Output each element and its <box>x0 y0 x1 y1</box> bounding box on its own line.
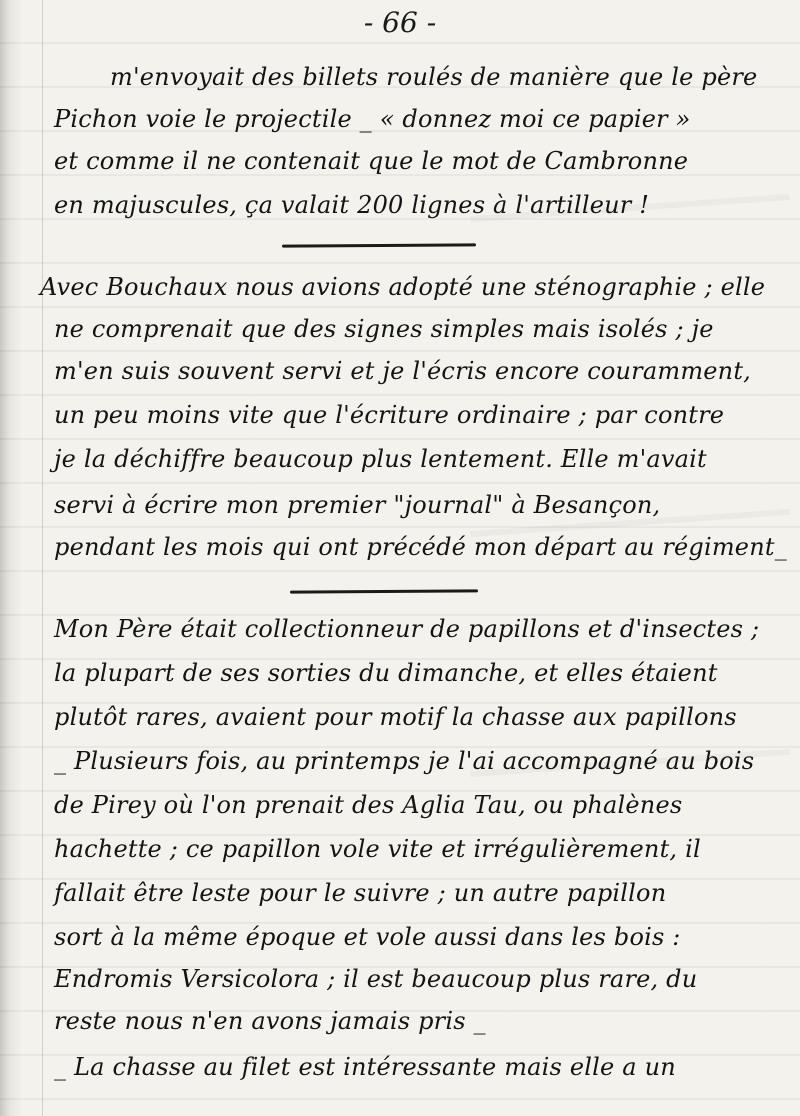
text-line: sort à la même époque et vole aussi dans les bois : <box>54 923 681 951</box>
text-line: de Pirey où l'on prenait des Aglia Tau, ou phalènes <box>54 791 683 819</box>
section-divider <box>282 243 476 247</box>
text-line: Pichon voie le projectile _ « donnez moi ce papier » <box>54 105 691 133</box>
text-line: et comme il ne contenait que le mot de Cambronne <box>54 147 689 175</box>
text-line: _ La chasse au filet est intéressante mais elle a un <box>54 1053 676 1081</box>
section-divider <box>290 589 478 593</box>
text-line: la plupart de ses sorties du dimanche, et elles étaient <box>54 659 718 687</box>
text-line: _ Plusieurs fois, au printemps je l'ai accompagné au bois <box>54 747 755 775</box>
text-line: pendant les mois qui ont précédé mon départ au régiment_ <box>54 533 787 561</box>
page-number: - 66 - <box>363 6 437 39</box>
text-line: un peu moins vite que l'écriture ordinaire ; par contre <box>54 401 725 429</box>
text-line: Mon Père était collectionneur de papillons et d'insectes ; <box>54 615 760 643</box>
margin-line <box>42 0 43 1116</box>
text-line: m'en suis souvent servi et je l'écris encore couramment, <box>54 357 752 385</box>
text-line: Avec Bouchaux nous avions adopté une sténographie ; elle <box>40 273 766 301</box>
text-line: fallait être leste pour le suivre ; un autre papillon <box>54 879 667 907</box>
text-line: servi à écrire mon premier "journal" à Besançon, <box>54 491 661 519</box>
text-line: reste nous n'en avons jamais pris _ <box>54 1007 486 1035</box>
text-line: Endromis Versicolora ; il est beaucoup plus rare, du <box>54 965 698 993</box>
text-line: ne comprenait que des signes simples mais isolés ; je <box>54 315 714 343</box>
text-line: plutôt rares, avaient pour motif la chasse aux papillons <box>54 703 737 731</box>
text-line: m'envoyait des billets roulés de manière que le père <box>110 63 758 91</box>
text-line: hachette ; ce papillon vole vite et irrégulièrement, il <box>54 835 701 863</box>
text-line: en majuscules, ça valait 200 lignes à l'artilleur ! <box>54 191 650 219</box>
text-line: je la déchiffre beaucoup plus lentement. Elle m'avait <box>54 445 707 473</box>
